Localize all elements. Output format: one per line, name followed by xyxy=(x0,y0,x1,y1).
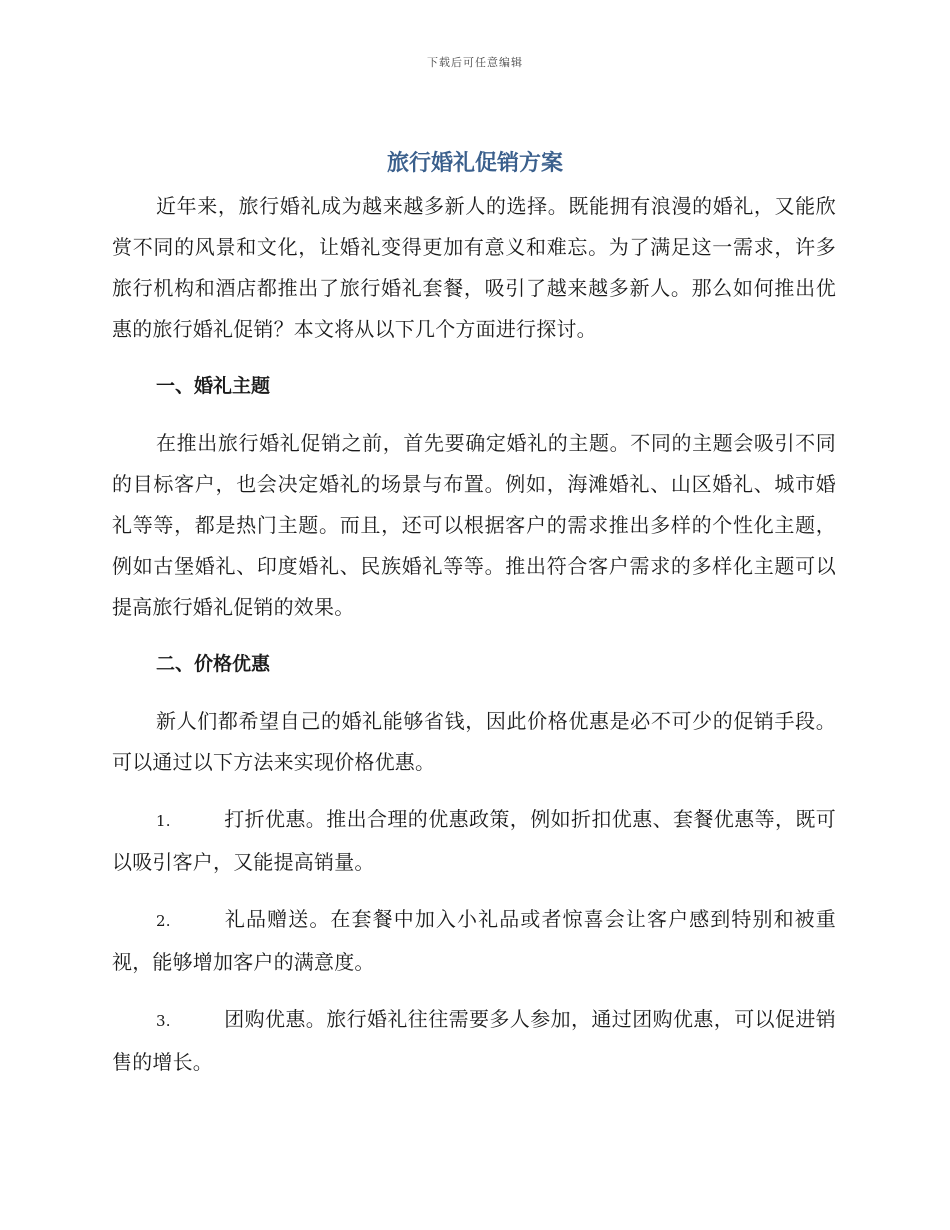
intro-paragraph: 近年来，旅行婚礼成为越来越多新人的选择。既能拥有浪漫的婚礼，又能欣赏不同的风景和文化，让婚礼变得更加有意义和难忘。为了满足这一需求，许多旅行机构和酒店都推出了旅行婚礼套餐，吸引了越来越多新人。那么如何推出优惠的旅行婚礼促销？本文将从以下几个方面进行探讨。 xyxy=(112,194,836,341)
list-item-text: 团购优惠。旅行婚礼往往需要多人参加，通过团购优惠，可以促进销售的增长。 xyxy=(112,1007,836,1074)
list-item xyxy=(112,999,836,1083)
list-item-text: 礼品赠送。在套餐中加入小礼品或者惊喜会让客户感到特别和被重视，能够增加客户的满意度。 xyxy=(112,907,836,974)
list-item xyxy=(112,799,836,883)
section-heading-theme: 一、婚礼主题 xyxy=(156,375,271,397)
section-heading-price: 二、价格优惠 xyxy=(156,653,271,675)
list-number: 2. xyxy=(156,912,171,930)
list-item xyxy=(112,899,836,983)
section-paragraph-theme: 在推出旅行婚礼促销之前，首先要确定婚礼的主题。不同的主题会吸引不同的目标客户，也会决定婚礼的场景与布置。例如，海滩婚礼、山区婚礼、城市婚礼等等，都是热门主题。而且，还可以根据客户的需求推出多样的个性化主题，例如古堡婚礼、印度婚礼、民族婚礼等等。推出符合客户需求的多样化主题可以提高旅行婚礼促销的效果。 xyxy=(112,431,836,619)
document-body xyxy=(112,186,836,1083)
list-number: 1. xyxy=(156,812,171,830)
list-number: 3. xyxy=(156,1012,171,1030)
list-item-text: 打折优惠。推出合理的优惠政策，例如折扣优惠、套餐优惠等，既可以吸引客户，又能提高销量。 xyxy=(112,807,836,874)
section-paragraph-price: 新人们都希望自己的婚礼能够省钱，因此价格优惠是必不可少的促销手段。可以通过以下方法来实现价格优惠。 xyxy=(112,709,836,774)
header-note: 下载后可任意编辑 xyxy=(427,56,523,69)
document-title: 旅行婚礼促销方案 xyxy=(386,151,563,176)
